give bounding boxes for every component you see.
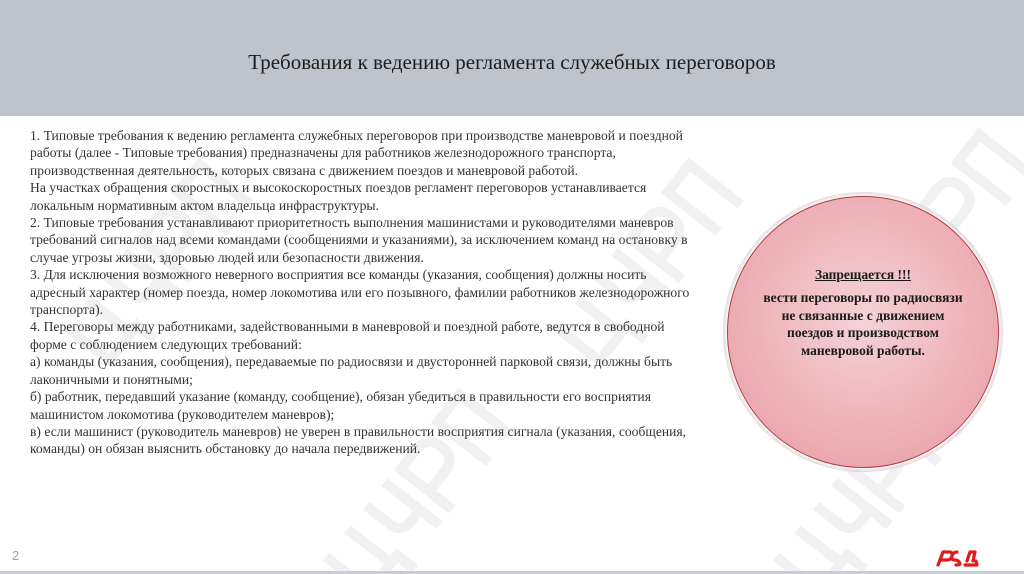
prohibition-callout <box>727 196 999 468</box>
paragraph-2: На участках обращения скоростных и высокоскоростных поездов регламент переговоров устанавливается локальным нормативным актом владельца инфраструктуры. <box>30 180 647 213</box>
title-band <box>0 0 1024 116</box>
paragraph-1: 1. Типовые требования к ведению регламента служебных переговоров при производстве маневровой и поездной работы (далее - Типовые требования) предназначены для работников железнодорожного транспорта, производственная деятельность, которых связана с движением поездов и маневровой работой. <box>30 128 683 178</box>
body-text <box>30 127 690 458</box>
paragraph-8: в) если машинист (руководитель маневров) не уверен в правильности восприятия сигнала (указания, сообщения, команды) он обязан выяснить обстановку до начала передвижений. <box>30 423 687 457</box>
rzd-logo-icon <box>935 548 983 568</box>
slide-title: Требования к ведению регламента служебных переговоров <box>248 50 776 74</box>
paragraph-4: 3. Для исключения возможного неверного восприятия все команды (указания, сообщения) должны носить адресный характер (номер поезда, номер локомотива или его позывного, фамилии работников железнодорожного транспорта). <box>30 267 690 318</box>
callout-text: вести переговоры по радиосвязи не связанные с движением поездов и производством маневровой работы. <box>763 290 963 358</box>
paragraph-7: б) работник, передавший указание (команду, сообщение), обязан убедиться в правильности его восприятия машинистом локомотива (руководителем маневров); <box>30 389 651 422</box>
callout-title: Запрещается !!! <box>814 267 912 282</box>
paragraph-6: а) команды (указания, сообщения), передаваемые по радиосвязи и двусторонней парковой связи, должны быть лаконичными и понятными; <box>30 354 673 387</box>
paragraph-5: 4. Переговоры между работниками, задействованными в маневровой и поездной работе, ведутся в свободной форме с соблюдением следующих требований: <box>30 319 665 352</box>
paragraph-3: 2. Типовые требования устанавливают приоритетность выполнения машинистами и руководителями маневров требований сигналов над всеми командами (сообщениями и указаниями), за исключением команд на остановку в случае угрозы жизни, здоровью людей или безопасности движения. <box>30 215 688 265</box>
page-number: 2 <box>12 548 20 563</box>
